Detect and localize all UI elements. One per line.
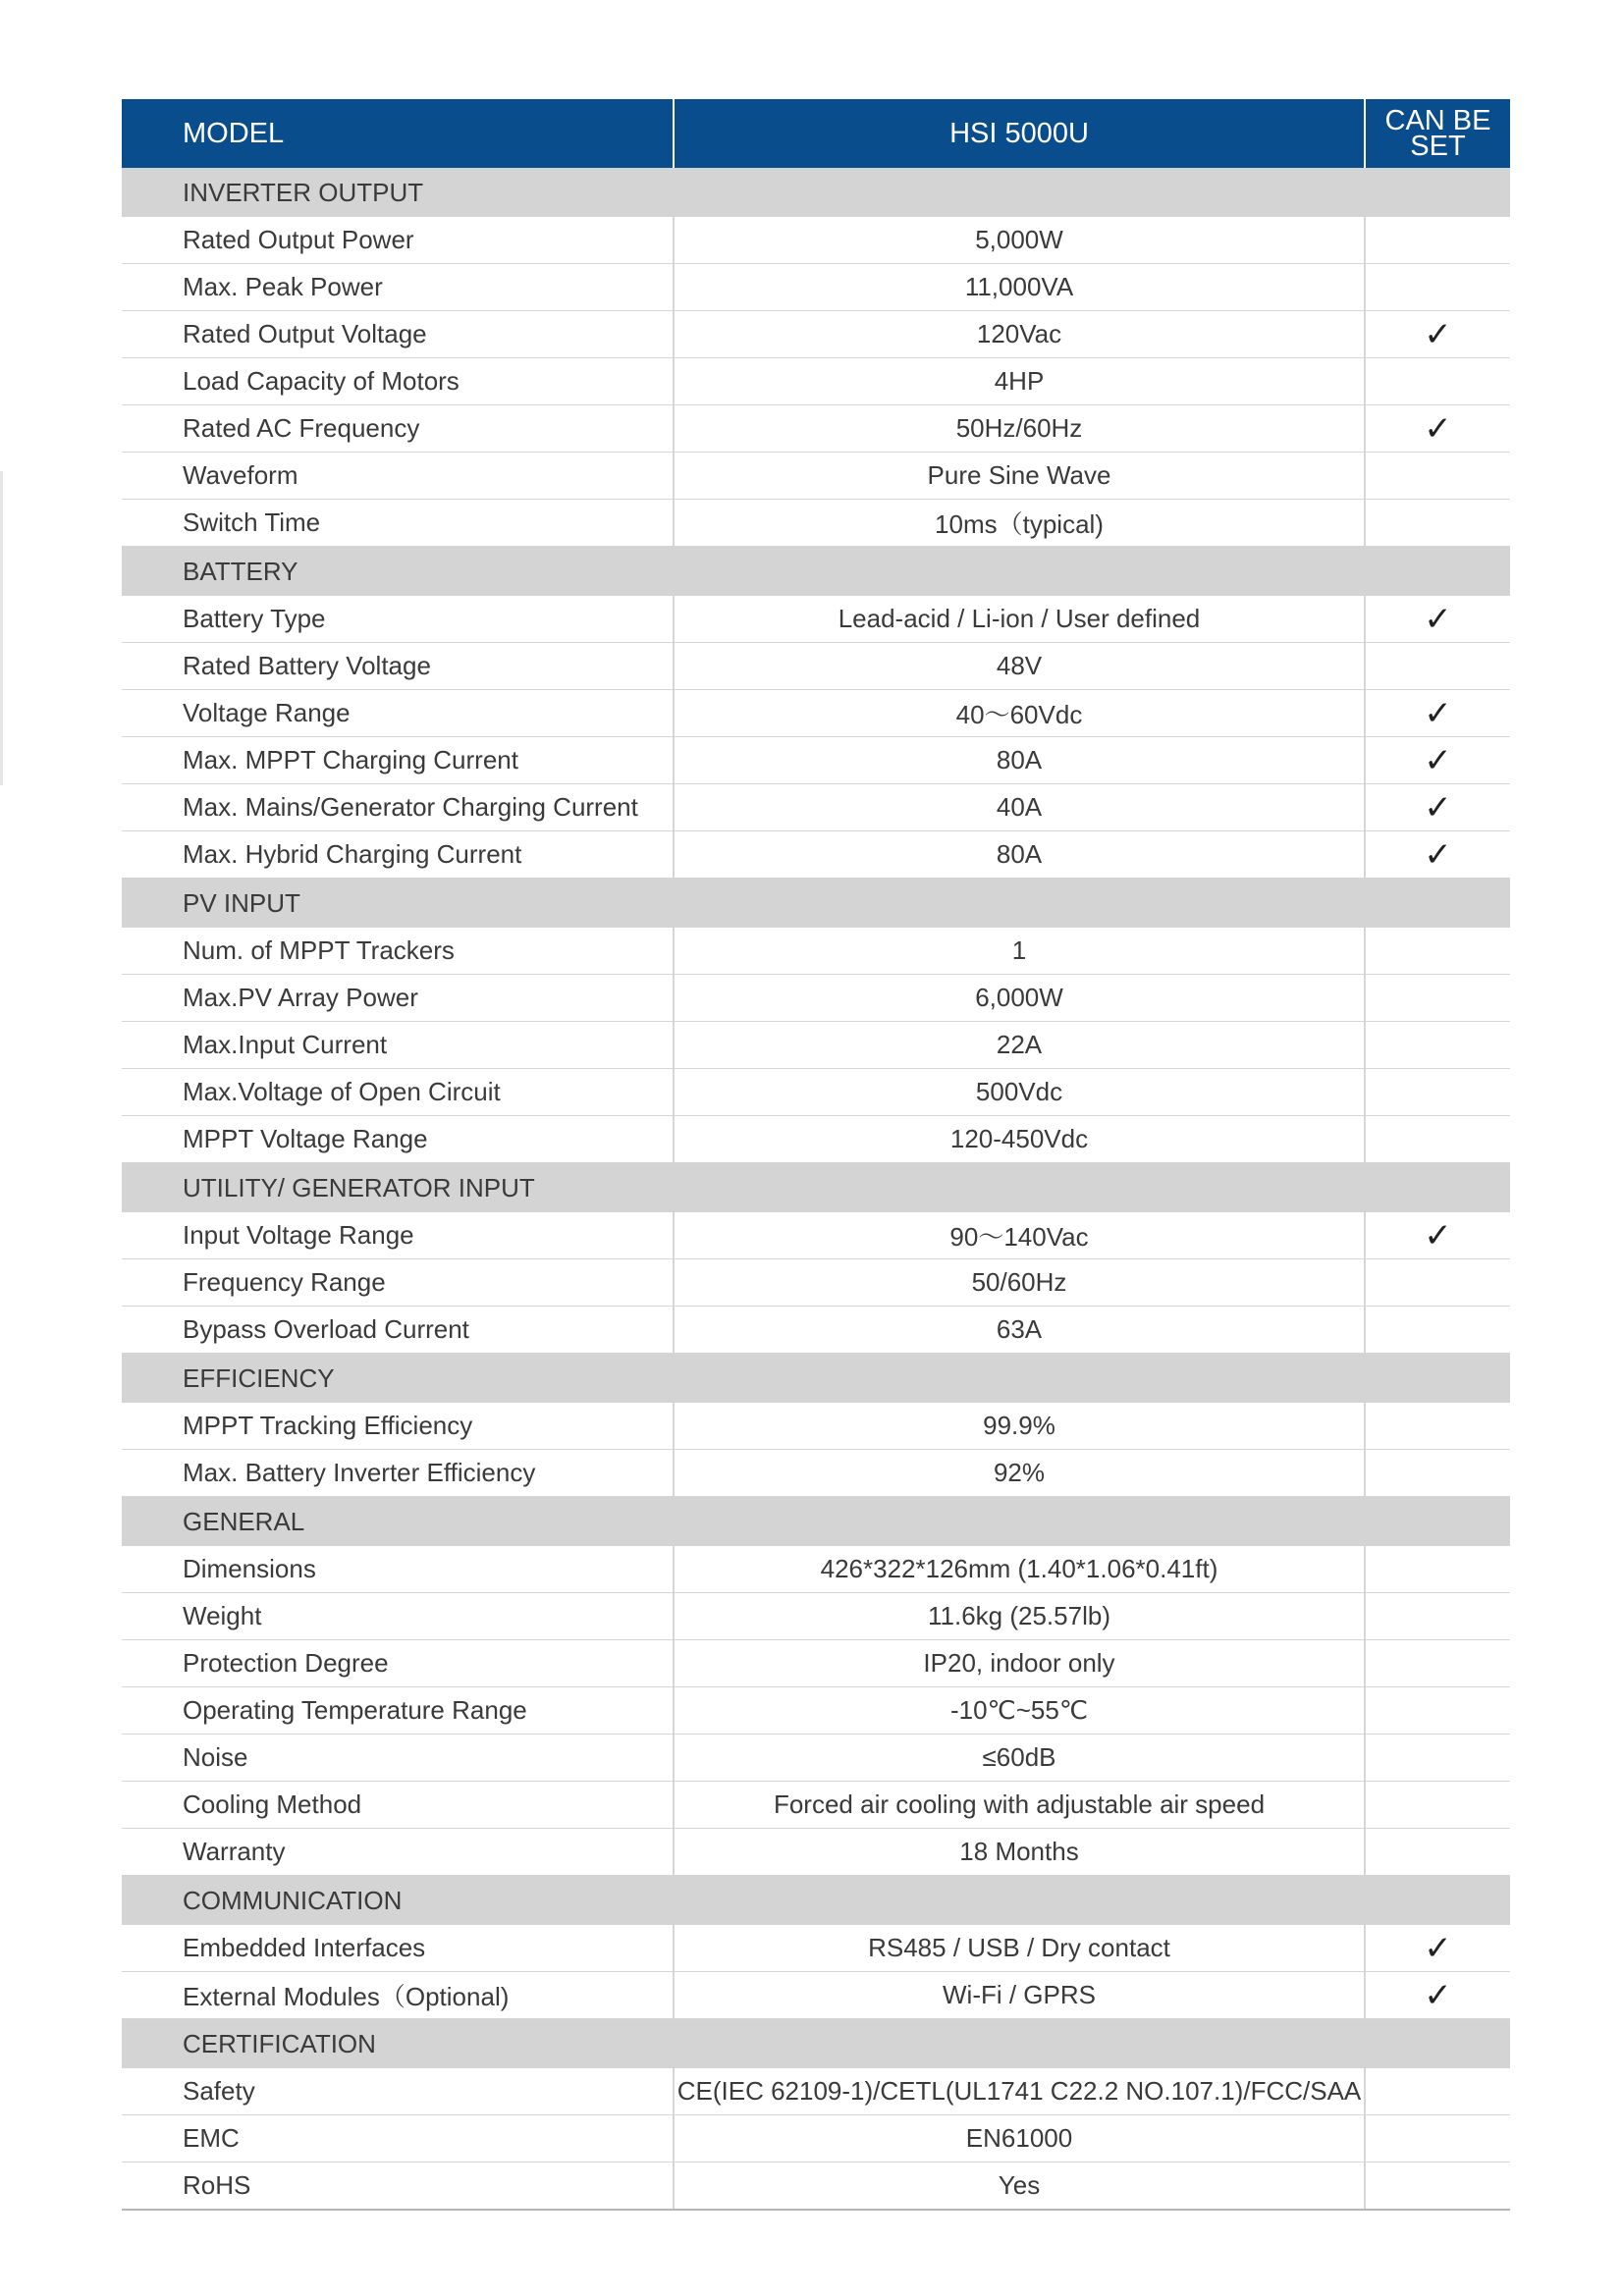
spec-label: MPPT Voltage Range xyxy=(122,1116,674,1163)
model-label: MODEL xyxy=(122,99,674,168)
settable-cell xyxy=(1365,1403,1510,1450)
table-row xyxy=(122,405,1510,453)
table-row xyxy=(122,1259,1510,1307)
section-title: GENERAL xyxy=(122,1497,1510,1547)
spec-label: Load Capacity of Motors xyxy=(122,358,674,405)
table-row xyxy=(122,1116,1510,1163)
settable-cell xyxy=(1365,264,1510,311)
spec-value: 22A xyxy=(674,1022,1365,1069)
table-row xyxy=(122,1829,1510,1876)
table-row xyxy=(122,831,1510,879)
model-name: HSI 5000U xyxy=(674,99,1365,168)
spec-label: Num. of MPPT Trackers xyxy=(122,928,674,975)
spec-label: Max.PV Array Power xyxy=(122,975,674,1022)
section-title: UTILITY/ GENERATOR INPUT xyxy=(122,1163,1510,1213)
checkmark-icon: ✓ xyxy=(1365,405,1510,453)
spec-label: Switch Time xyxy=(122,500,674,547)
checkmark-icon: ✓ xyxy=(1365,1925,1510,1972)
section-title: BATTERY xyxy=(122,547,1510,597)
table-row xyxy=(122,1212,1510,1259)
spec-value: 500Vdc xyxy=(674,1069,1365,1116)
header-row xyxy=(122,99,1510,168)
can-be-set-label xyxy=(1365,99,1510,168)
spec-label: Voltage Range xyxy=(122,690,674,737)
spec-label: Safety xyxy=(122,2068,674,2115)
spec-table xyxy=(122,99,1510,2211)
table-row xyxy=(122,1687,1510,1735)
spec-label: Dimensions xyxy=(122,1546,674,1593)
table-row xyxy=(122,643,1510,690)
spec-label: Frequency Range xyxy=(122,1259,674,1307)
spec-value: 50Hz/60Hz xyxy=(674,405,1365,453)
checkmark-icon: ✓ xyxy=(1365,596,1510,643)
table-row xyxy=(122,1546,1510,1593)
spec-label: Battery Type xyxy=(122,596,674,643)
table-row xyxy=(122,500,1510,547)
spec-value: 6,000W xyxy=(674,975,1365,1022)
table-row xyxy=(122,217,1510,264)
settable-cell xyxy=(1365,500,1510,547)
spec-label: Rated Output Voltage xyxy=(122,311,674,358)
checkmark-icon: ✓ xyxy=(1365,1212,1510,1259)
settable-cell xyxy=(1365,1593,1510,1640)
settable-cell xyxy=(1365,1069,1510,1116)
spec-value: 40～60Vdc xyxy=(674,690,1365,737)
spec-value: ≤60dB xyxy=(674,1735,1365,1782)
checkmark-icon: ✓ xyxy=(1365,737,1510,784)
table-row xyxy=(122,1972,1510,2019)
spec-label: Max. Battery Inverter Efficiency xyxy=(122,1450,674,1497)
section-header xyxy=(122,1876,1510,1926)
spec-value: 50/60Hz xyxy=(674,1259,1365,1307)
spec-label: Cooling Method xyxy=(122,1782,674,1829)
settable-cell xyxy=(1365,1116,1510,1163)
spec-label: Max. Mains/Generator Charging Current xyxy=(122,784,674,831)
spec-label: Max.Input Current xyxy=(122,1022,674,1069)
settable-cell xyxy=(1365,1546,1510,1593)
settable-cell xyxy=(1365,1687,1510,1735)
can-be-set-line2: SET xyxy=(1410,131,1466,162)
table-row xyxy=(122,1069,1510,1116)
spec-value: -10℃~55℃ xyxy=(674,1687,1365,1735)
section-header xyxy=(122,1163,1510,1213)
spec-value: 99.9% xyxy=(674,1403,1365,1450)
table-row xyxy=(122,1450,1510,1497)
spec-label: EMC xyxy=(122,2115,674,2163)
section-title: EFFICIENCY xyxy=(122,1354,1510,1404)
settable-cell xyxy=(1365,217,1510,264)
spec-value: 120-450Vdc xyxy=(674,1116,1365,1163)
section-title: INVERTER OUTPUT xyxy=(122,168,1510,217)
spec-value: EN61000 xyxy=(674,2115,1365,2163)
settable-cell xyxy=(1365,643,1510,690)
spec-label: RoHS xyxy=(122,2163,674,2211)
spec-label: Protection Degree xyxy=(122,1640,674,1687)
spec-value: Lead-acid / Li-ion / User defined xyxy=(674,596,1365,643)
settable-cell xyxy=(1365,2115,1510,2163)
table-row xyxy=(122,453,1510,500)
can-be-set-line1: CAN BE xyxy=(1384,105,1491,136)
table-row xyxy=(122,1640,1510,1687)
spec-value: CE(IEC 62109-1)/CETL(UL1741 C22.2 NO.107.1)/FCC/SAA xyxy=(674,2068,1365,2115)
settable-cell xyxy=(1365,1640,1510,1687)
spec-value: 426*322*126mm (1.40*1.06*0.41ft) xyxy=(674,1546,1365,1593)
spec-label: Operating Temperature Range xyxy=(122,1687,674,1735)
spec-value: 92% xyxy=(674,1450,1365,1497)
spec-value: 10ms（typical) xyxy=(674,500,1365,547)
table-row xyxy=(122,928,1510,975)
checkmark-icon: ✓ xyxy=(1365,311,1510,358)
table-row xyxy=(122,596,1510,643)
table-row xyxy=(122,1307,1510,1354)
page-edge-mark xyxy=(0,471,3,785)
section-header xyxy=(122,879,1510,929)
spec-label: Weight xyxy=(122,1593,674,1640)
table-row xyxy=(122,1403,1510,1450)
spec-value: 80A xyxy=(674,737,1365,784)
section-header xyxy=(122,1354,1510,1404)
table-row xyxy=(122,1925,1510,1972)
spec-label: Max.Voltage of Open Circuit xyxy=(122,1069,674,1116)
spec-value: 80A xyxy=(674,831,1365,879)
spec-value: 63A xyxy=(674,1307,1365,1354)
settable-cell xyxy=(1365,358,1510,405)
spec-value: 40A xyxy=(674,784,1365,831)
table-row xyxy=(122,2115,1510,2163)
spec-label: Waveform xyxy=(122,453,674,500)
spec-label: Rated AC Frequency xyxy=(122,405,674,453)
settable-cell xyxy=(1365,1782,1510,1829)
spec-label: Warranty xyxy=(122,1829,674,1876)
checkmark-icon: ✓ xyxy=(1365,690,1510,737)
section-title: CERTIFICATION xyxy=(122,2019,1510,2069)
settable-cell xyxy=(1365,1450,1510,1497)
spec-value: 18 Months xyxy=(674,1829,1365,1876)
spec-value: Forced air cooling with adjustable air speed xyxy=(674,1782,1365,1829)
table-row xyxy=(122,737,1510,784)
section-header xyxy=(122,168,1510,217)
spec-label: Rated Output Power xyxy=(122,217,674,264)
table-row xyxy=(122,2068,1510,2115)
spec-label: External Modules（Optional) xyxy=(122,1972,674,2019)
settable-cell xyxy=(1365,2163,1510,2211)
spec-label: Embedded Interfaces xyxy=(122,1925,674,1972)
settable-cell xyxy=(1365,1735,1510,1782)
section-header xyxy=(122,547,1510,597)
table-row xyxy=(122,1782,1510,1829)
spec-value: Pure Sine Wave xyxy=(674,453,1365,500)
settable-cell xyxy=(1365,975,1510,1022)
settable-cell xyxy=(1365,2068,1510,2115)
settable-cell xyxy=(1365,928,1510,975)
spec-label: Bypass Overload Current xyxy=(122,1307,674,1354)
section-header xyxy=(122,1497,1510,1547)
settable-cell xyxy=(1365,1307,1510,1354)
settable-cell xyxy=(1365,1829,1510,1876)
spec-value: 90～140Vac xyxy=(674,1212,1365,1259)
table-row xyxy=(122,311,1510,358)
section-header xyxy=(122,2019,1510,2069)
spec-label: Input Voltage Range xyxy=(122,1212,674,1259)
spec-value: 4HP xyxy=(674,358,1365,405)
table-row xyxy=(122,264,1510,311)
checkmark-icon: ✓ xyxy=(1365,831,1510,879)
spec-label: MPPT Tracking Efficiency xyxy=(122,1403,674,1450)
spec-value: 120Vac xyxy=(674,311,1365,358)
spec-label: Noise xyxy=(122,1735,674,1782)
checkmark-icon: ✓ xyxy=(1365,784,1510,831)
table-row xyxy=(122,358,1510,405)
spec-value: 1 xyxy=(674,928,1365,975)
table-row xyxy=(122,975,1510,1022)
spec-label: Max. MPPT Charging Current xyxy=(122,737,674,784)
table-row xyxy=(122,1735,1510,1782)
spec-value: 5,000W xyxy=(674,217,1365,264)
table-row xyxy=(122,2163,1510,2211)
spec-label: Rated Battery Voltage xyxy=(122,643,674,690)
table-row xyxy=(122,784,1510,831)
spec-label: Max. Hybrid Charging Current xyxy=(122,831,674,879)
spec-value: 11.6kg (25.57lb) xyxy=(674,1593,1365,1640)
spec-value: 48V xyxy=(674,643,1365,690)
settable-cell xyxy=(1365,1022,1510,1069)
spec-value: IP20, indoor only xyxy=(674,1640,1365,1687)
spec-label: Max. Peak Power xyxy=(122,264,674,311)
table-body xyxy=(122,168,1510,2210)
table-header xyxy=(122,99,1510,168)
checkmark-icon: ✓ xyxy=(1365,1972,1510,2019)
settable-cell xyxy=(1365,453,1510,500)
spec-value: Wi-Fi / GPRS xyxy=(674,1972,1365,2019)
table-row xyxy=(122,1593,1510,1640)
spec-value: RS485 / USB / Dry contact xyxy=(674,1925,1365,1972)
section-title: PV INPUT xyxy=(122,879,1510,929)
settable-cell xyxy=(1365,1259,1510,1307)
table-row xyxy=(122,690,1510,737)
spec-value: 11,000VA xyxy=(674,264,1365,311)
spec-value: Yes xyxy=(674,2163,1365,2211)
section-title: COMMUNICATION xyxy=(122,1876,1510,1926)
table-row xyxy=(122,1022,1510,1069)
